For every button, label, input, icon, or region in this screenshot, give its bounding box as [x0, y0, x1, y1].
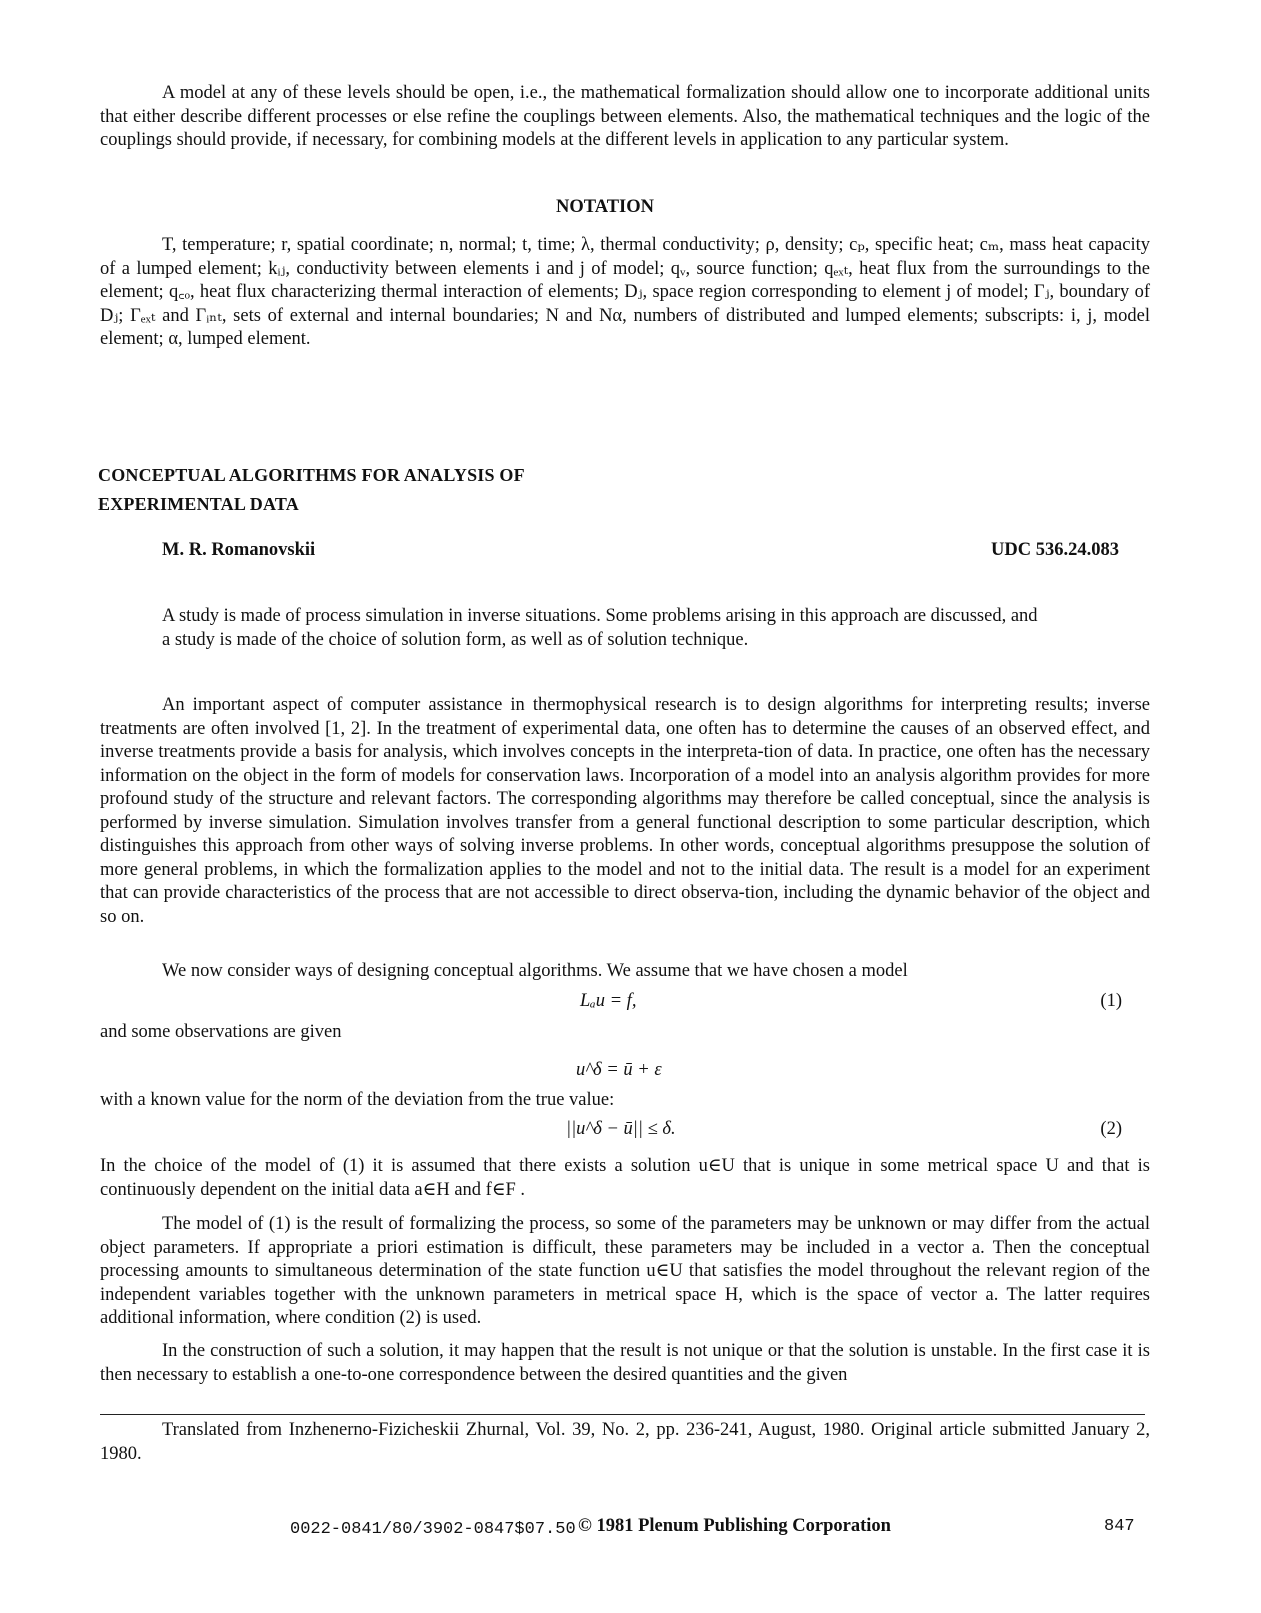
footnote-divider — [100, 1414, 1145, 1415]
equation-1-number: (1) — [1100, 991, 1122, 1011]
notation-text: T, temperature; r, spatial coordinate; n, normal; t, time; λ, thermal conductivity; ρ, density; cₚ, specific heat; cₘ, mass heat capacity of a lumped element; kᵢⱼ, conductivity between elements i and j of model; qᵥ, source function; qₑₓₜ, heat flux from the surroundings to the element; q꜀ₒ, heat flux characterizing thermal interaction of elements; Dⱼ, space region corresponding to element j of model; Γⱼ, boundary of Dⱼ; Γₑₓₜ and Γᵢₙₜ, sets of external and internal boundaries; N and Nα, numbers of distributed and lumped elements; subscripts: i, j, model element; α, lumped element. — [100, 235, 1150, 349]
page-number: 847 — [1104, 1517, 1135, 1536]
notation-heading: NOTATION — [556, 197, 654, 217]
intro-paragraph: A model at any of these levels should be open, i.e., the mathematical formalization should allow one to incorporate additional units that either describe different processes or else refine the couplings between elements. Also, the mathematical techniques and the logic of the couplings should provide, if necessary, for combining models at the different levels in application to any particular system. — [100, 83, 1150, 150]
equation-2-number: (2) — [1100, 1119, 1122, 1139]
author: M. R. Romanovskii — [162, 540, 316, 560]
body-paragraph-6: The model of (1) is the result of formalizing the process, so some of the parameters may be unknown or may differ from the actual object parameters. If appropriate a priori estimation is difficult, these parameters may be included in a vector a. Then the conceptual processing amounts to simultaneous determination of the state function u∈U that satisfies the model throughout the relevant region of the independent variables together with the unknown parameters in metrical space H, which is the space of vector a. The latter requires additional information, where condition (2) is used. — [100, 1214, 1150, 1328]
body-paragraph-5: In the choice of the model of (1) it is assumed that there exists a solution u∈U that is unique in some metrical space U and that is continuously dependent on the initial data a∈H and f∈F . — [100, 1156, 1150, 1200]
body-paragraph-1: An important aspect of computer assistance in thermophysical research is to design algorithms for interpreting results; inverse treatments are often involved [1, 2]. In the treatment of experimental data, one often has to determine the causes of an observed effect, and inverse treatments provide a basis for analysis, which involves concepts in the interpreta-tion of data. In practice, one often has the necessary information on the object in the form of models for conservation laws. Incorporation of a model into an analysis algorithm provides for more profound study of the structure and relevant factors. The corresponding algorithms may therefore be called conceptual, since the analysis is performed by inverse simulation. Simulation involves transfer from a general functional description to some particular description, which distinguishes this approach from other ways of solving inverse problems. In other words, conceptual algorithms presuppose the solution of more general problems, in which the formalization applies to the model and not to the initial data. The result is a model for an experiment that can provide characteristics of the process that are not accessible to direct observa-tion, including the dynamic behavior of the object and so on. — [100, 695, 1150, 927]
equation-2-row — [100, 1118, 1122, 1142]
article-title-line2: EXPERIMENTAL DATA — [98, 494, 299, 514]
body-paragraph-4: with a known value for the norm of the deviation from the true value: — [100, 1090, 615, 1110]
observation-equation: u^δ = ū + ε — [576, 1060, 662, 1080]
body-paragraph-2: We now consider ways of designing conceptual algorithms. We assume that we have chosen a model — [162, 961, 908, 981]
article-title-line1: CONCEPTUAL ALGORITHMS FOR ANALYSIS OF — [98, 465, 525, 485]
publication-code: 0022-0841/80/3902-0847$07.50 — [290, 1520, 576, 1539]
equation-1: Lₐu = f, — [580, 991, 637, 1011]
body-paragraph-3: and some observations are given — [100, 1022, 342, 1042]
udc-code: UDC 536.24.083 — [991, 540, 1119, 560]
copyright: © 1981 Plenum Publishing Corporation — [578, 1516, 891, 1536]
footnote: Translated from Inzhenerno-Fizicheskii Zhurnal, Vol. 39, No. 2, pp. 236-241, August, 1980. Original article submitted January 2, 1980. — [100, 1420, 1150, 1464]
equation-1-row — [100, 990, 1122, 1014]
body-paragraph-7: In the construction of such a solution, it may happen that the result is not unique or that the solution is unstable. In the first case it is then necessary to establish a one-to-one correspondence between the desired quantities and the given — [100, 1341, 1150, 1385]
equation-2: ||u^δ − ū|| ≤ δ. — [566, 1119, 676, 1139]
abstract: A study is made of process simulation in inverse situations. Some problems arising in this approach are discussed, and a study is made of the choice of solution form, as well as of solution technique. — [162, 606, 1038, 650]
